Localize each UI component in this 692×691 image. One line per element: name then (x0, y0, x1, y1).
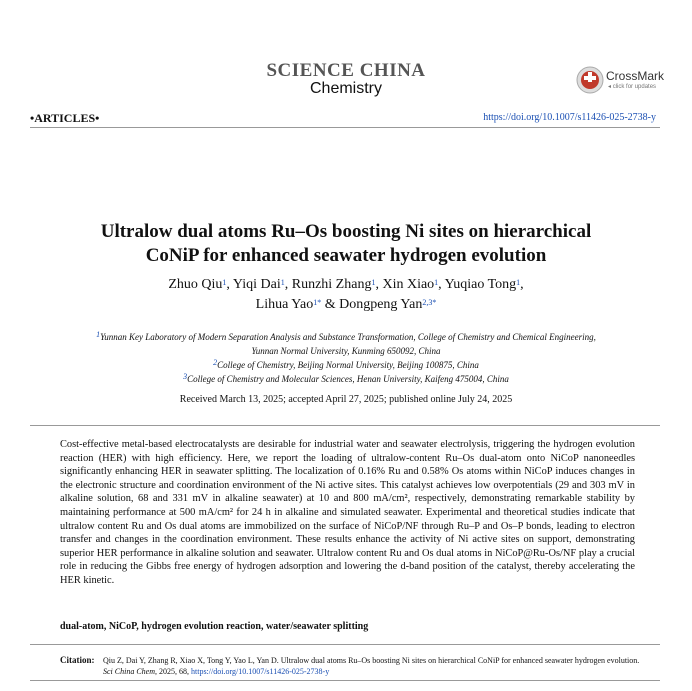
author-name: Runzhi Zhang (291, 277, 372, 292)
affiliation-text: College of Chemistry and Molecular Sciences, Henan University, Kaifeng 475004, China (187, 374, 509, 384)
article-title (60, 220, 632, 268)
author-name: Lihua Yao (255, 297, 314, 312)
crossmark-sub: ◂ click for updates (608, 84, 657, 90)
author-name: Zhuo Qiu (168, 277, 223, 292)
citation-bottom-divider (30, 680, 660, 681)
title-line-2: CoNiP for enhanced seawater hydrogen evolution (145, 245, 547, 266)
journal-subtitle: Chemistry (309, 80, 382, 97)
affiliation-sup: 2 (213, 358, 218, 367)
author-sup: 1 (222, 278, 227, 287)
author-name: Dongpeng Yan (339, 297, 423, 312)
citation-doi-link[interactable]: https://doi.org/10.1007/s11426-025-2738-y (191, 667, 330, 676)
citation-journal: Sci China Chem (103, 667, 155, 676)
keywords: dual-atom, NiCoP, hydrogen evolution reaction, water/seawater splitting (60, 621, 369, 632)
author-line-2: Lihua Yao$^{1*}$ & Dongpeng Yan$^{2,3*}$ (255, 297, 437, 312)
author-name: Yuqiao Tong (444, 277, 517, 292)
crossmark-sub-text: click for updates (612, 84, 657, 90)
abstract-top-divider (30, 425, 660, 426)
citation-label: Citation: (60, 655, 95, 665)
affiliation-sup: 3 (183, 372, 188, 381)
crossmark-label: CrossMark (606, 69, 665, 83)
title-line-1: Ultralow dual atoms Ru–Os boosting Ni sites on hierarchical (100, 221, 592, 242)
citation-top-divider (30, 644, 660, 645)
author-sup: 1* (313, 298, 322, 307)
author-sup: 2,3* (422, 298, 437, 307)
affiliation-text: Yunnan Normal University, Kunming 650092, China (251, 346, 441, 356)
author-name: Xin Xiao (382, 277, 435, 292)
citation (103, 655, 648, 677)
section-label: •ARTICLES• (30, 111, 100, 125)
author-line-1: Zhuo Qiu$^1$, Yiqi Dai$^1$, Runzhi Zhang$^1$, Xin Xiao$^1$, Yuqiao Tong$^1$, (168, 277, 524, 292)
author-sup: 1 (434, 278, 439, 287)
author-name: Yiqi Dai (232, 277, 281, 292)
received-dates: Received March 13, 2025; accepted April 27, 2025; published online July 24, 2025 (179, 394, 513, 405)
header-divider (30, 127, 660, 128)
crossmark-badge[interactable] (576, 66, 686, 96)
author-sup: 1 (371, 278, 376, 287)
author-sup: 1 (516, 278, 521, 287)
abstract: Cost-effective metal-based electrocatalysts are desirable for industrial water and seawater electrolysis, triggering the hydrogen evolution reaction (HER) with high efficiency. Here, we report the loading of ultralow-content Ru–Os dual-atom onto NiCoP nanoneedles significantly enhancing HER in seawater splitting. The localization of 0.16% Ru and 0.58% Os atoms within NiCoP induces changes in the electronic structure and coordination environment of the Ni active sites. This catalyst achieves low overpotentials (29 and 303 mV in alkaline solution, 68 and 331 mV in alkaline seawater) at 10 and 800 mA/cm², respectively, demonstrating remarkable stability by maintaining performance at 500 mA/cm² for 24 h in alkaline and simulated seawater. Experimental and theoretical studies indicate that ultralow content Ru and Os dual atoms are immobilized on the surface of NiCoP/NF through Ru–P and Os–P bonds, leading to electron transfer and changes in the coordination environment. These results enhance the activity of Ni active sites on support, demonstrating superior HER performance in alkaline solution and seawater. Ultralow content Ru and Os dual atoms in NiCoP@Ru-Os/NF play a crucial role in reducing the Gibbs free energy of hydrogen adsorption and lowering the d-band position of the catalyst, thereby accelerating the HER kinetic. (60, 439, 635, 586)
author-list (60, 275, 632, 315)
author-sup: 1 (280, 278, 285, 287)
affiliation (40, 358, 652, 372)
journal-name: SCIENCE CHINA (266, 60, 426, 81)
affiliation (40, 344, 652, 358)
crossmark-icon (576, 66, 604, 94)
citation-text: Qiu Z, Dai Y, Zhang R, Xiao X, Tong Y, Yao L, Yan D. Ultralow dual atoms Ru–Os boosting Ni sites on hierarchical CoNiP for enhanced seawater hydrogen evolution. (103, 656, 640, 665)
citation-tail: , 2025, 68, (155, 667, 189, 676)
affiliation-text: Yunnan Key Laboratory of Modern Separation Analysis and Substance Transformation, College of Chemistry and Chemical Engineering, (100, 332, 596, 342)
affiliation-sup: 1 (96, 330, 101, 339)
affiliation (40, 372, 652, 386)
doi-link[interactable]: https://doi.org/10.1007/s11426-025-2738-y (483, 112, 656, 123)
affiliation-text: College of Chemistry, Beijing Normal University, Beijing 100875, China (217, 360, 479, 370)
affiliation (40, 330, 652, 344)
